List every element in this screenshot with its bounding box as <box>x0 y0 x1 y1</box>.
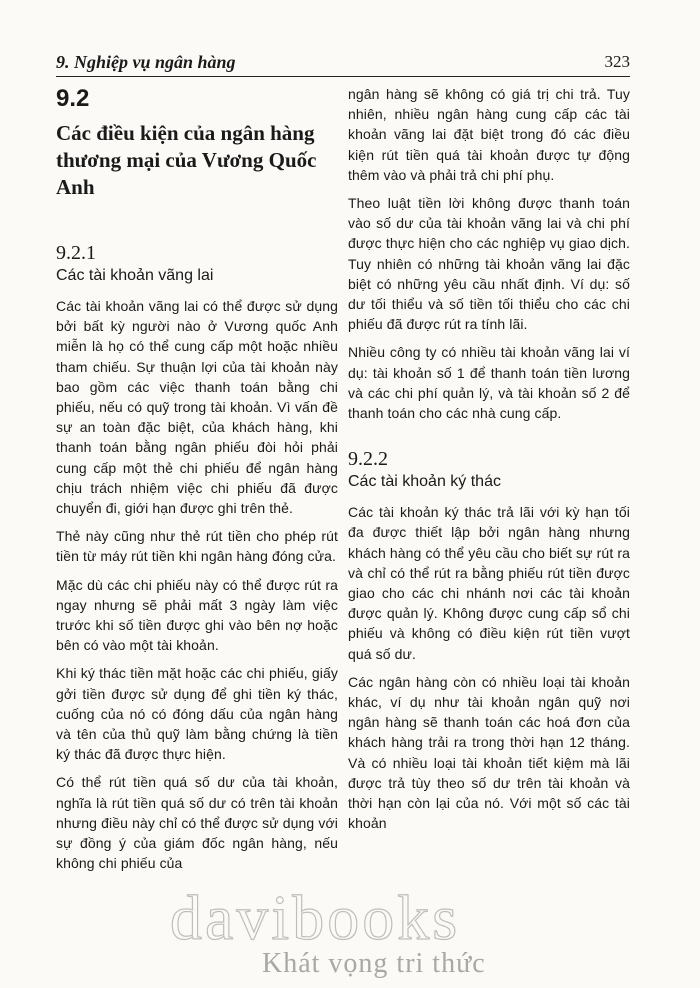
watermark-tagline: Khát vọng tri thức <box>262 948 486 979</box>
paragraph: Nhiều công ty có nhiều tài khoản vãng lai ví dụ: tài khoản số 1 để thanh toán tiền lương và các chi phí quản lý, và tài khoản số 2 để thanh toán cho các nhà cung cấp. <box>348 344 630 422</box>
paragraph: Các tài khoản vãng lai có thể được sử dụng bởi bất kỳ người nào ở Vương quốc Anh miễn là họ có thể cung cấp một hoặc nhiều tham chiếu. Sự thuận lợi của tài khoản này bao gồm các việc thanh toán bằng chi phiếu, nếu có quỹ trong tài khoản. Vì vấn đề sự an toàn đặc biệt, của khách hàng, khi thanh toán bằng ngân phiếu đòi hỏi phải cung cấp một thẻ chi phiếu để ngân hàng chịu trách nhiệm việc chi phiếu đã được chuyển đi, giới hạn được ghi trên thẻ. <box>56 298 338 517</box>
page-number: 323 <box>604 52 630 71</box>
paragraph: Có thể rút tiền quá số dư của tài khoản, nghĩa là rút tiền quá số dư có trên tài khoản nhưng điều này chỉ có thể được sử dụng với sự đồng ý của giám đốc ngân hàng, nếu không chi phiếu của <box>56 774 338 872</box>
subsection-title-deposit-accounts: Các tài khoản ký thác <box>348 473 501 491</box>
paragraph: Thẻ này cũng như thẻ rút tiền cho phép rút tiền từ máy rút tiền khi ngân hàng đóng cửa. <box>56 528 338 565</box>
chapter-title: 9. Nghiệp vụ ngân hàng <box>56 52 236 72</box>
watermark-brand: davibooks <box>170 882 461 953</box>
paragraph: Các ngân hàng còn có nhiều loại tài khoản khác, ví dụ như tài khoản ngân quỹ nơi ngân hàng sẽ thanh toán các hoá đơn của khách hàng trải ra trong thời hạn 12 tháng. Và có nhiều loại tài khoản tiết kiệm mà lãi được trả tùy theo số dư trên tài khoản và thời hạn còn lại của nó. Với một số các tài khoản <box>348 673 630 832</box>
left-column <box>56 84 338 881</box>
paragraph: Khi ký thác tiền mặt hoặc các chi phiếu, giấy gởi tiền được sử dụng để ghi tiền ký thác, cuống của nó có đóng dấu của ngân hàng và tên của thủ quỹ làm bằng chứng là tiền ký thác đã được thực hiện. <box>56 665 338 763</box>
right-column <box>348 84 630 842</box>
subsection-number-9-2-2: 9.2.2 <box>348 448 388 471</box>
section-title: Các điều kiện của ngân hàng thương mại của Vương Quốc Anh <box>56 121 317 199</box>
subsection-title-current-accounts: Các tài khoản vãng lai <box>56 267 214 284</box>
section-number: 9.2 <box>56 85 90 112</box>
paragraph: Mặc dù các chi phiếu này có thể được rút ra ngay nhưng sẽ phải mất 3 ngày làm việc trước khi số tiền được ghi vào bên nợ hoặc bên có vào một tài khoản. <box>56 576 338 654</box>
paragraph: Các tài khoản ký thác trả lãi với kỳ hạn tối đa được thiết lập bởi ngân hàng nhưng khách hàng có thể yêu cầu cho biết sự rút ra và chỉ có thể rút ra bằng phiếu rút tiền được giao cho các chi nhánh nơi các tài khoản được quản lý. Không được cung cấp sổ chi phiếu và không có điều kiện rút tiền vượt quá số dư. <box>348 504 630 662</box>
paragraph: Theo luật tiền lời không được thanh toán vào số dư của tài khoản vãng lai và chi phí được thực hiện cho các nghiệp vụ giao dịch. Tuy nhiên có những tài khoản vãng lai đặc biệt có những yêu cầu nhất định. Ví dụ: số dư tối thiểu và số tiền tối thiểu cho các chi phiếu đã được rút ra tính lãi. <box>348 195 630 333</box>
subsection-number-9-2-1: 9.2.1 <box>56 242 96 264</box>
paragraph: ngân hàng sẽ không có giá trị chi trả. Tuy nhiên, nhiều ngân hàng cung cấp các tài khoản vãng lai đặt biệt trong đó các điều kiện rút tiền quá tài khoản được tự động thêm vào và phải trả chi phí phụ. <box>348 86 630 183</box>
running-header <box>56 50 630 77</box>
